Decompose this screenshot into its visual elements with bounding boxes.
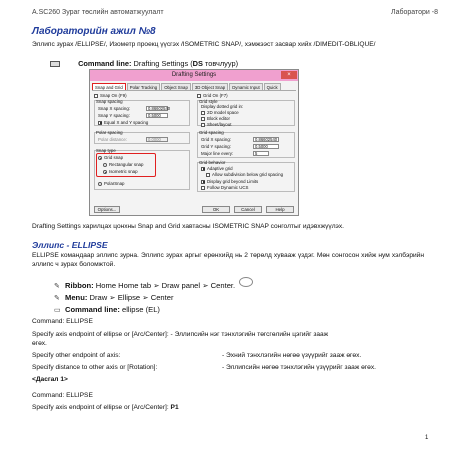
dialog-title: Drafting Settings xyxy=(171,72,217,78)
snap-x-label: Snap X spacing: xyxy=(98,106,130,111)
close-icon[interactable]: × xyxy=(281,71,297,79)
tab-polar-tracking[interactable]: Polar Tracking xyxy=(127,83,160,90)
allow-sub-checkbox[interactable] xyxy=(206,172,283,177)
menu-text: Draw ➢ Ellipse ➢ Center xyxy=(87,293,174,302)
polar-distance-input[interactable]: 0.0000 xyxy=(146,137,168,142)
grid-style-label: Grid style xyxy=(199,99,218,104)
display-dotted-label: Display dotted grid in: xyxy=(201,104,244,109)
command-ellipse-1: Command: ELLIPSE xyxy=(32,318,93,325)
snap-on-label: Snap On (F9) xyxy=(100,93,127,98)
figure-caption: Drafting Settings харилцах цонхны Snap and Grid хавтасны ISOMETRIC SNAP сонголтыг идэвхжүүлэх. xyxy=(32,223,344,230)
snap-spacing-label: Snap spacing xyxy=(96,99,123,104)
grid-spacing-label: Grid spacing xyxy=(199,130,224,135)
grid-x-label: Grid X spacing: xyxy=(201,137,232,142)
ribbon-step xyxy=(54,281,253,291)
p1-prompt: Specify axis endpoint of ellipse or [Arc/Center]: xyxy=(32,404,171,411)
block-editor-checkbox[interactable] xyxy=(201,116,230,121)
axis-endpoint-line-cont: өгөх. xyxy=(32,340,47,347)
command-line-ds: DS xyxy=(192,59,203,68)
checkbox-icon xyxy=(197,94,201,98)
snap-y-input[interactable]: 0.5000 xyxy=(146,113,168,118)
tab-snap-and-grid[interactable]: Snap and Grid xyxy=(92,83,126,90)
rect-snap-radio[interactable] xyxy=(103,162,143,167)
command-ellipse-2: Command: ELLIPSE xyxy=(32,392,93,399)
radio-icon xyxy=(103,163,107,167)
checkbox-icon xyxy=(94,94,98,98)
polar-snap-radio[interactable] xyxy=(98,181,125,186)
checkbox-icon xyxy=(201,123,205,127)
grid-on-label: Grid On (F7) xyxy=(203,93,228,98)
section-title: Эллипс - ELLIPSE xyxy=(32,240,108,250)
page-title: Лабораторийн ажил №8 xyxy=(32,26,156,37)
block-editor-label: Block editor xyxy=(207,116,230,121)
page-header xyxy=(32,9,438,19)
beyond-limits-label: Display grid beyond Limits xyxy=(207,179,259,184)
menu-step xyxy=(54,293,174,302)
header-course: A.SC260 Зураг төслийн автоматжуулалт xyxy=(32,9,164,16)
page-number: 1 xyxy=(425,435,429,441)
command-text: ellipse (EL) xyxy=(119,305,160,314)
dialog-titlebar xyxy=(90,70,298,81)
checkbox-icon xyxy=(201,111,205,115)
snap-type-label: Snap type xyxy=(96,148,116,153)
equal-spacing-checkbox[interactable] xyxy=(98,120,148,125)
grid-snap-radio[interactable] xyxy=(98,155,123,160)
snap-y-label: Snap Y spacing: xyxy=(98,113,130,118)
adaptive-grid-checkbox[interactable] xyxy=(201,166,233,171)
model-space-label: 2D model space xyxy=(207,110,239,115)
pencil-icon: ✎ xyxy=(54,282,60,290)
ribbon-text: Home Home tab ➢ Draw panel ➢ Center. xyxy=(93,281,236,290)
equal-spacing-label: Equal X and Y spacing xyxy=(104,120,149,125)
sheet-layout-label: Sheet/layout xyxy=(207,122,232,127)
grid-on-checkbox[interactable] xyxy=(197,93,228,98)
grid-behavior-label: Grid behavior xyxy=(199,160,226,165)
checkbox-icon xyxy=(206,173,210,177)
dialog-buttons xyxy=(90,205,298,213)
command-line-label: Command line: xyxy=(78,59,132,68)
dialog-body xyxy=(93,92,295,201)
sheet-layout-checkbox[interactable] xyxy=(201,122,231,127)
allow-sub-label: Allow subdivision below grid spacing xyxy=(212,172,284,177)
polar-distance-label: Polar distance: xyxy=(98,137,128,142)
tab-object-snap[interactable]: Object Snap xyxy=(161,83,191,90)
tab-dynamic-input[interactable]: Dynamic Input xyxy=(229,83,262,90)
grid-snap-label: Grid snap xyxy=(104,155,124,160)
dialog-tabs xyxy=(92,83,296,91)
distance-desc: - Эллипсийн нөгөө тэнхлэгийн үзүүрийг зааж өгөх. xyxy=(222,364,376,371)
drafting-settings-dialog xyxy=(89,69,299,216)
grid-x-input[interactable]: 0.86602540 xyxy=(255,137,278,142)
iso-snap-radio[interactable] xyxy=(103,169,138,174)
radio-icon xyxy=(103,170,107,174)
header-lab: Лаборатори -8 xyxy=(390,9,438,16)
cancel-button[interactable]: Cancel xyxy=(234,206,262,213)
p1-line xyxy=(32,404,179,411)
checkbox-icon xyxy=(201,186,205,190)
ribbon-label: Ribbon: xyxy=(65,281,94,290)
axis-endpoint-line: Specify axis endpoint of ellipse or [Arc/Center]: - Эллипсийн нэг тэнхлэгийн төгсгөлийн цэгийг зааж xyxy=(32,331,329,338)
keyboard-icon: ▭ xyxy=(54,306,61,314)
adaptive-grid-label: Adaptive grid xyxy=(207,166,233,171)
command-step xyxy=(54,305,160,314)
help-button[interactable]: Help xyxy=(266,206,294,213)
command-line-text: Drafting Settings ( xyxy=(133,59,193,68)
command-label: Command line: xyxy=(65,305,120,314)
ellipse-paragraph: ELLIPSE командаар эллипс зурна. Эллипс зурах аргыг ерөнхийд нь 2 төрөлд хувааж үздэг. Мөн сонгосон хийж нум хэлбэрийн эллипс ч зурах боломжтой. xyxy=(32,252,424,268)
command-line-tail: товчлуур) xyxy=(202,59,239,68)
major-line-input[interactable]: 5 xyxy=(253,151,269,156)
pencil-icon: ✎ xyxy=(54,294,60,302)
beyond-limits-checkbox[interactable] xyxy=(201,179,258,184)
distance-prompt: Specify distance to other axis or [Rotation]: xyxy=(32,364,158,371)
keyboard-icon xyxy=(50,61,60,67)
checkbox-icon xyxy=(98,121,102,125)
polar-spacing-label: Polar spacing xyxy=(96,130,123,135)
tab-quick[interactable]: Quick xyxy=(264,83,281,90)
menu-label: Menu: xyxy=(65,293,88,302)
other-endpoint-prompt: Specify other endpoint of axis: xyxy=(32,352,121,359)
exercise-label: <Дасгал 1> xyxy=(32,376,68,383)
snap-on-checkbox[interactable] xyxy=(94,93,127,98)
intro-paragraph: Эллипс зурах /ELLIPSE/, Изометр проекц үүсгэх /ISOMETRIC SNAP/, хэмжээст засвар хийх /DIMEDIT-OBLIQUE/ xyxy=(32,41,376,48)
iso-snap-label: Isometric snap xyxy=(109,169,138,174)
follow-ucs-checkbox[interactable] xyxy=(201,185,248,190)
other-endpoint-desc: - Эхний тэнхлэгийн нөгөө үзүүрийг зааж өгөх. xyxy=(222,352,362,359)
radio-icon xyxy=(98,182,102,186)
checkbox-icon xyxy=(201,167,205,171)
options-button[interactable]: Options... xyxy=(94,206,120,213)
p1-point: P1 xyxy=(170,404,179,411)
polar-snap-label: PolarSnap xyxy=(104,181,125,186)
major-line-label: Major line every: xyxy=(201,151,234,156)
tab-3d-object-snap[interactable]: 3D Object Snap xyxy=(192,83,228,90)
command-line-instruction xyxy=(50,59,238,68)
rect-snap-label: Rectangular snap xyxy=(109,162,144,167)
grid-y-input[interactable]: 0.5000 xyxy=(253,144,279,149)
radio-icon xyxy=(98,156,102,160)
grid-y-label: Grid Y spacing: xyxy=(201,144,231,149)
ellipse-icon xyxy=(239,277,253,287)
follow-ucs-label: Follow Dynamic UCS xyxy=(207,185,249,190)
checkbox-icon xyxy=(201,180,205,184)
snap-x-input[interactable]: 0.86602540 xyxy=(148,106,171,111)
model-space-checkbox[interactable] xyxy=(201,110,239,115)
checkbox-icon xyxy=(201,117,205,121)
ok-button[interactable]: OK xyxy=(202,206,230,213)
